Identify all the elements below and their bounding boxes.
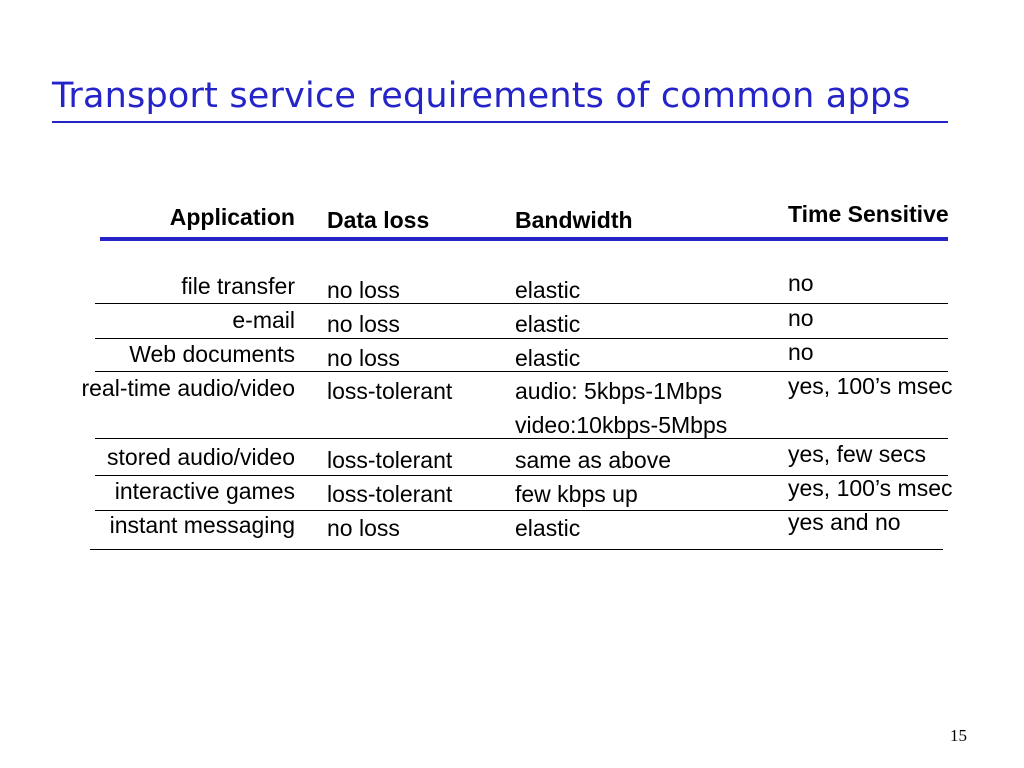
row-application: interactive games (114, 478, 295, 504)
row-bandwidth-line2: video:10kbps-5Mbps (515, 412, 728, 438)
row-bandwidth: elastic (515, 345, 581, 371)
row-data-loss: loss-tolerant (327, 447, 453, 473)
row-bandwidth: few kbps up (515, 481, 638, 507)
row-time-sensitive: no (788, 305, 814, 331)
row-data-loss: loss-tolerant (327, 481, 453, 507)
header-application: Application (169, 204, 295, 230)
row-application: file transfer (181, 273, 295, 299)
slide-title: Transport service requirements of common apps (52, 76, 911, 116)
row-data-loss: no loss (327, 345, 400, 371)
row-data-loss: no loss (327, 311, 400, 337)
page-number: 15 (950, 726, 967, 745)
row-bandwidth: elastic (515, 277, 581, 303)
header-bandwidth: Bandwidth (515, 207, 633, 233)
row-bandwidth: elastic (515, 311, 581, 337)
row-time-sensitive: yes and no (788, 509, 901, 535)
header-rule (100, 237, 948, 241)
row-divider (95, 338, 948, 339)
row-data-loss: no loss (327, 277, 400, 303)
header-time-sensitive: Time Sensitive (788, 201, 949, 227)
table-bottom-rule (90, 549, 943, 550)
row-application: e-mail (232, 307, 295, 333)
row-divider (95, 303, 948, 304)
row-application: real-time audio/video (81, 375, 295, 401)
row-application: instant messaging (109, 512, 295, 538)
row-data-loss: no loss (327, 515, 400, 541)
row-bandwidth: same as above (515, 447, 671, 473)
row-data-loss: loss-tolerant (327, 378, 453, 404)
row-time-sensitive: no (788, 339, 814, 365)
row-application: Web documents (129, 341, 295, 367)
row-divider (95, 438, 948, 439)
header-data-loss: Data loss (327, 207, 430, 233)
row-time-sensitive: no (788, 270, 814, 296)
row-application: stored audio/video (107, 444, 295, 470)
row-bandwidth: elastic (515, 515, 581, 541)
title-underline (52, 121, 948, 123)
row-bandwidth: audio: 5kbps-1Mbps (515, 378, 723, 404)
row-time-sensitive: yes, 100’s msec (788, 475, 953, 501)
row-time-sensitive: yes, 100’s msec (788, 373, 953, 399)
row-time-sensitive: yes, few secs (788, 441, 927, 467)
row-divider (95, 371, 948, 372)
